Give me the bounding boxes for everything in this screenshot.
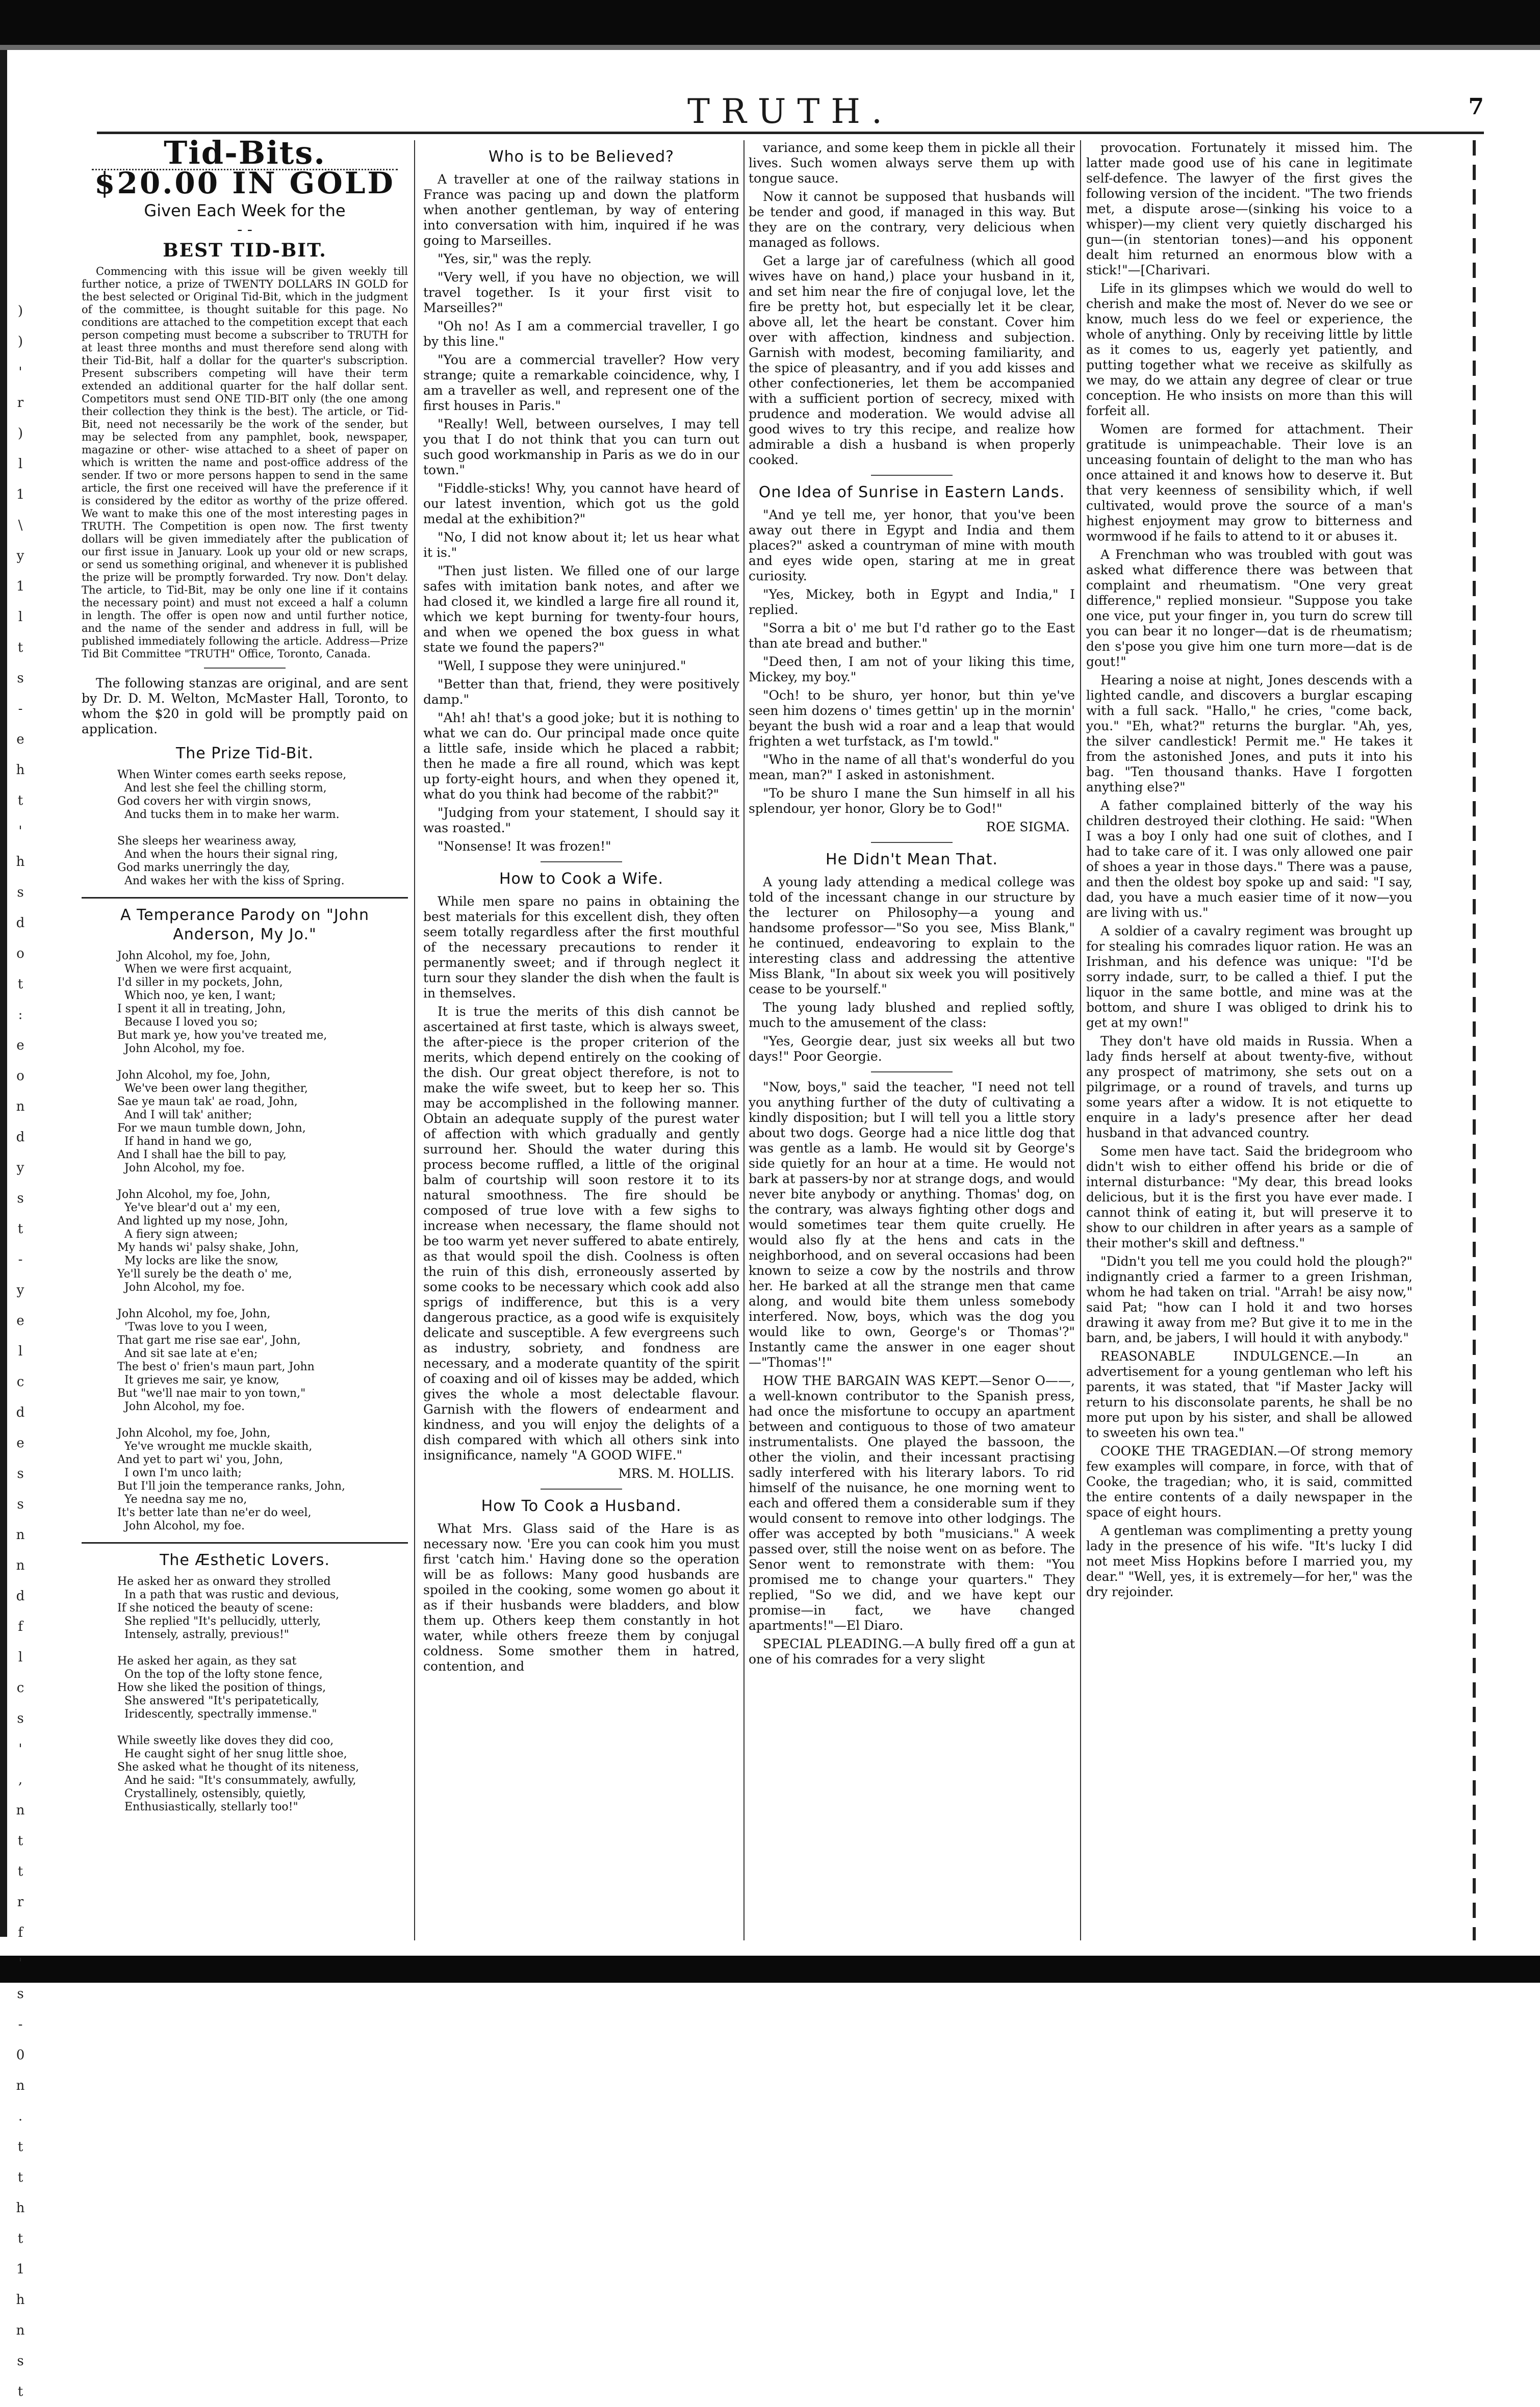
aesthetic-poem bbox=[117, 1575, 408, 1814]
poem-line: It's better late than ne'er do weel, bbox=[117, 1506, 312, 1519]
poem-line: In a path that was rustic and devious, bbox=[117, 1589, 340, 1601]
paragraph: Now it cannot be supposed that husbands will be tender and good, if managed in this way. But they are on the contrary, very delicious when managed as follows. bbox=[749, 189, 1075, 250]
poem-line bbox=[117, 1056, 408, 1069]
poem-line: John Alcohol, my foe, John, bbox=[117, 950, 271, 962]
paragraph: What Mrs. Glass said of the Hare is as necessary now. 'Ere you can cook him you must first 'catch him.' Having done so the operation will be as follows: Many good husbands are spoiled in the cooking, some women go about it as if their husbands were bladders, and blow them up. Others keep them constantly in hot water, while others freeze them by conjugal coldness. Some smother them in hatred, contention, and bbox=[423, 1521, 739, 1674]
poem-line: And he said: "It's consummately, awfully, bbox=[117, 1774, 356, 1787]
poem-line bbox=[117, 1175, 408, 1188]
paragraph: SPECIAL PLEADING.—A bully fired off a gun at one of his comrades for a very slight bbox=[749, 1636, 1075, 1667]
section-rule bbox=[82, 1542, 408, 1544]
given-line: Given Each Week for the bbox=[144, 201, 346, 220]
poem-line: Ye'll surely be the death o' me, bbox=[117, 1268, 292, 1281]
left-margin-fragments: ) ) ' r ) l 1 \ y 1 l t s - e h t ' h s d o t : e o n d y s t - y e l c d e s s n n d f l c s ' , n t t r f ' s - 0 n . t t h t 1 h n s t bbox=[16, 303, 25, 2399]
poem-line: She replied "It's pellucidly, utterly, bbox=[117, 1615, 321, 1628]
paragraph: It is true the merits of this dish cannot be ascertained at first taste, which is always sweet, the after-piece is the proper criterion of the merits, which depend entirely on the cooking of the dish. Our great object therefore, is not to make the wife sweet, but to keep her so. This may be accomplished in the following manner. Obtain an adequate supply of the purest water of affection with which gradually and gently surround her. Should the water during this process become ruffled, a little of the original balm of courtship will soon restore it to its natural smoothness. The fire should be composed of true love with a few sighs to increase when necessary, the flame should not be too warm yet never suffered to abate entirely, as that would spoil the dish. Coolness is often the ruin of this dish, erroneously asserted by some cooks to be necessary which cook add also sprigs of indifference, but this is a very dangerous practice, as a good wife is exquisitely delicate and susceptible. A few evergreens such as industry, sobriety, and fondness are necessary, and a moderate quantity of the spirit of coaxing and oil of kisses may be added, which gives the whole a most delectable flavour. Garnish with the flowers of endearment and kindness, and you will enjoy the delights of a dish compared with which all others sink into insignificance, namely "A GOOD WIFE." bbox=[423, 1004, 739, 1463]
poem-line: John Alcohol, my foe, John, bbox=[117, 1188, 271, 1201]
aesthetic-title: The Æsthetic Lovers. bbox=[160, 1551, 330, 1569]
poem-line: John Alcohol, my foe. bbox=[117, 1520, 245, 1532]
poem-line: We've been ower lang thegither, bbox=[117, 1082, 308, 1095]
paragraph: COOKE THE TRAGEDIAN.—Of strong memory few examples will compare, in force, with that of Cooke, the tragedian; who, it is said, committed the entire contents of a daily newspaper in the space of eight hours. bbox=[1086, 1444, 1413, 1520]
poem-line: She answered "It's peripatetically, bbox=[117, 1695, 319, 1707]
cook-wife-signature: MRS. M. HOLLIS. bbox=[618, 1466, 734, 1481]
column-rule bbox=[414, 140, 415, 1940]
paragraph: Get a large jar of carefulness (which all good wives have on hand,) place your husband in it, and set him near the fire of conjugal love, let the fire be pretty hot, but especially let it be clear, above all, let the heart be constant. Cover him over with affection, kindness and subjection. Garnish with modest, becoming familiarity, and the spice of pleasantry, and if you add kisses and other confectioneries, let them be accompanied with a sufficient portion of secrecy, mixed with prudence and moderation. We would advise all good wives to try this recipe, and realize how admirable a dish a husband is when properly cooked. bbox=[749, 253, 1075, 467]
bottom-border bbox=[0, 1956, 1540, 1983]
column-1 bbox=[82, 134, 408, 1945]
poem-line: John Alcohol, my foe. bbox=[117, 1400, 245, 1413]
paragraph: A young lady attending a medical college was told of the incessant change in our structure by the lecturer on Philosophy—a young and handsome professor—"So you see, Miss Blank," he continued, endeavoring to explain to the interesting class and addressing the attentive Miss Blank, "In about six week you will positively cease to be yourself." bbox=[749, 875, 1075, 996]
paragraph: provocation. Fortunately it missed him. The latter made good use of his cane in legitimate self-defence. The lawyer of the first gives the following version of the incident. "The two friends met, a dispute arose—(sinking his voice to a whisper)—my client very quietly discharged his gun—(in stentorian tones)—and his opponent dealt him returned an enormous blow with a stick!"—[Charivari. bbox=[1086, 140, 1413, 277]
poem-line: But "we'll nae mair to yon town," bbox=[117, 1387, 306, 1400]
divider bbox=[541, 861, 622, 862]
paragraph: "You are a commercial traveller? How very strange; quite a remarkable coincidence, why, I am a traveller as well, and represent one of the first houses in Paris." bbox=[423, 352, 739, 413]
poem-line: That gart me rise sae ear', John, bbox=[117, 1334, 301, 1347]
poem-line: And sit sae late at e'en; bbox=[117, 1347, 258, 1360]
top-border-shadow bbox=[0, 45, 1540, 50]
poem-line: But mark ye, how you've treated me, bbox=[117, 1029, 327, 1042]
poem-line: Iridescently, spectrally immense." bbox=[117, 1708, 317, 1721]
poem-line: She asked what he thought of its niteness, bbox=[117, 1761, 360, 1774]
page-header bbox=[97, 92, 1484, 131]
poem-line: John Alcohol, my foe, John, bbox=[117, 1427, 271, 1440]
section-rule bbox=[82, 897, 408, 899]
paragraph: "Nonsense! It was frozen!" bbox=[438, 839, 611, 854]
poem-line bbox=[117, 1294, 408, 1308]
page-number: 7 bbox=[1468, 94, 1484, 120]
poem-line: He caught sight of her snug little shoe, bbox=[117, 1748, 347, 1760]
paragraph: "Who in the name of all that's wonderful do you mean, man?" I asked in astonishment. bbox=[749, 752, 1075, 782]
paragraph: "Then just listen. We filled one of our large safes with imitation bank notes, and after we had closed it, we kindled a large fire all round it, which we kept burning for twenty-four hours, and when we opened the box guess in what state we found the papers?" bbox=[423, 564, 739, 655]
poem-line: Because I loved you so; bbox=[117, 1016, 258, 1029]
contest-rules: Commencing with this issue will be given weekly till further notice, a prize of TWENTY DOLLARS IN GOLD for the best selected or Original Tid-Bit, which in the judgment of the committee, is thought suitable for this page. No conditions are attached to the competition except that each person competing must become a subscriber to TRUTH for at least three months and must therefore send along with their Tid-Bit, half a dollar for the quarter's subscription. Present subscribers competing will have their term extended an additional quarter for the half dollar sent. Competitors must send ONE TID-BIT only (the one among their collection they think is the best). The article, or Tid-Bit, need not necessarily be the work of the sender, but may be selected from any pamphlet, book, newspaper, magazine or other- wise attached to a sheet of paper on which is written the name and post-office address of the sender. If two or more persons happen to send in the same article, the first one received will have the preference if it is considered by the editor as worthy of the prize offered. We want to make this one of the most interesting pages in TRUTH. The Competition is open now. The first twenty dollars will be given immediately after the publication of our first issue in January. Look up your old or new scraps, or send us something original, and whenever it is published the prize will be promptly forwarded. Try now. Don't delay. The article, to Tid-Bit, may be only one line if it contains the necessary point) and must not exceed a half a column in length. The offer is open now and until further notice, and the name of the sender and address in full, will be published immediately following the article. Address—Prize Tid Bit Committee "TRUTH" Office, Toronto, Canada. bbox=[82, 265, 408, 660]
poem-line bbox=[117, 1721, 408, 1734]
paragraph: A soldier of a cavalry regiment was brought up for stealing his comrades liquor ration. He was an Irishman, and his defence was unique: "I'd be sorry indade, surr, to be called a thief. I put the liquor in the same bottle, and mine was at the bottom, and shure I was obliged to drink his to get at my own!" bbox=[1086, 924, 1413, 1030]
poem-line: I'd siller in my pockets, John, bbox=[117, 976, 283, 989]
column-3 bbox=[749, 140, 1075, 1945]
paragraph: variance, and some keep them in pickle all their lives. Such women always serve them up with tongue sauce. bbox=[749, 140, 1075, 186]
cook-husband-continued bbox=[749, 140, 1075, 468]
parody-title: A Temperance Parody on "John Anderson, My Jo." bbox=[120, 906, 370, 943]
paragraph: Some men have tact. Said the bridegroom who didn't wish to either offend his bride or die of internal disturbance: "My dear, this bread looks delicious, but it is the first you have ever made. I cannot think of eating it, but will preserve it to show to our children in after years as a sample of their mother's skill and deftness." bbox=[1086, 1144, 1413, 1250]
poem-line: Ye needna say me no, bbox=[117, 1493, 247, 1506]
poem-line: Crystallinely, ostensibly, quietly, bbox=[117, 1787, 306, 1800]
poem-line: How she liked the position of things, bbox=[117, 1681, 326, 1694]
paragraph: "Didn't you tell me you could hold the plough?" indignantly cried a farmer to a green Irishman, whom he had taken on trial. "Arrah! be aisy now," said Pat; "how can I hold it and two horses drawing it away from me? But give it to me in the barn, and, be jabers, I will hould it with anybody." bbox=[1086, 1254, 1413, 1345]
poem-line: If she noticed the beauty of scene: bbox=[117, 1602, 314, 1615]
poem-line: John Alcohol, my foe. bbox=[117, 1281, 245, 1294]
paragraph: They don't have old maids in Russia. When a lady finds herself at about twenty-five, without any prospect of matrimony, she sets out on a pilgrimage, or a round of travels, and turns up some years after a widow. It is not etiquette to enquire in a lady's presence after her dead husband in that advanced country. bbox=[1086, 1034, 1413, 1140]
poem-line: John Alcohol, my foe. bbox=[117, 1162, 245, 1174]
paragraph: "Yes, Mickey, both in Egypt and India," I replied. bbox=[749, 587, 1075, 617]
paragraph: A father complained bitterly of the way his children destroyed their clothing. He said: "When I was a boy I only had one suit of clothes, and I had to take care of it. I was only allowed one pair of shoes a year in those days." There was a pause, and then the oldest boy spoke up and said: "I say, dad, you have a much easier time of it now—you are living with us." bbox=[1086, 798, 1413, 920]
paragraph: "Deed then, I am not of your liking this time, Mickey, my boy." bbox=[749, 654, 1075, 684]
prize-tidbit-title: The Prize Tid-Bit. bbox=[175, 745, 314, 762]
who-title: Who is to be Believed? bbox=[488, 148, 675, 166]
top-border bbox=[0, 0, 1540, 45]
cook-husband-article bbox=[423, 1521, 739, 1674]
poem-line: Enthusiastically, stellarly too!" bbox=[117, 1801, 298, 1813]
cook-husband-title: How To Cook a Husband. bbox=[481, 1497, 682, 1515]
paragraph: "Yes, sir," was the reply. bbox=[438, 251, 592, 266]
poem-line: Ye've wrought me muckle skaith, bbox=[117, 1440, 313, 1453]
didnt-mean-story bbox=[749, 875, 1075, 1064]
left-scan-edge bbox=[0, 50, 7, 1937]
divider bbox=[871, 475, 953, 476]
paragraph: "Och! to be shuro, yer honor, but thin ye've seen him dozens o' times gettin' up in the mornin' beyant the bush wid a roar and a leap that would frighten a wet turfstack, as I'm towld." bbox=[749, 688, 1075, 749]
paragraph: "Fiddle-sticks! Why, you cannot have heard of our latest invention, which got us the gold medal at the exhibition?" bbox=[423, 481, 739, 526]
paragraph: "Better than that, friend, they were positively damp." bbox=[423, 677, 739, 707]
paragraph: A gentleman was complimenting a pretty young lady in the presence of his wife. "It's lucky I did not meet Miss Hopkins before I married you, my dear." "Well, yes, it is extremely—for her," was the dry rejoinder. bbox=[1086, 1523, 1413, 1599]
paragraph: "Very well, if you have no objection, we will travel together. Is it your first visit to Marseilles?" bbox=[423, 270, 739, 315]
poem-line: John Alcohol, my foe, John, bbox=[117, 1069, 271, 1082]
paragraph: HOW THE BARGAIN WAS KEPT.—Senor O——, a well-known contributor to the Spanish press, had once the misfortune to occupy an apartment between and contiguous to those of two amateur instrumentalists. One played the bassoon, the other the violin, and their incessant practising sadly interfered with his literary labors. To rid himself of the nuisance, he one morning went to each and offered them a considerable sum if they would consent to remove into other lodgings. The offer was accepted by both "musicians." A week passed over, still the noise went on as before. The Senor went to remonstrate with them: "You promised me to change your quarters." They replied, "So we did, and we have kept our promise—in fact, we have changed apartments!"—El Diaro. bbox=[749, 1373, 1075, 1633]
paragraph: Hearing a noise at night, Jones descends with a lighted candle, and discovers a burglar escaping with a full sack. "Hallo," he cries, "come back, you." "Eh, what?" returns the burglar. "Ah, yes, the silver candlestick! Permit me." He takes it from the astonished Jones, and puts it into his bag. "Ten thousand thanks. Have I forgotten anything else?" bbox=[1086, 673, 1413, 795]
divider bbox=[871, 1071, 953, 1072]
who-story bbox=[423, 172, 739, 854]
section-title: Tid-Bits. bbox=[164, 134, 326, 171]
paragraph: "And ye tell me, yer honor, that you've been away out there in Egypt and India and them places?" asked a countryman of mine with mouth and eyes wide open, staring at me in great curiosity. bbox=[749, 507, 1075, 583]
tidbit-items bbox=[1086, 140, 1413, 1600]
masthead: TRUTH. bbox=[687, 92, 893, 131]
paragraph: "No, I did not know about it; let us hear what it is." bbox=[423, 530, 739, 560]
following-intro: The following stanzas are original, and are sent by Dr. D. M. Welton, McMaster Hall, Toronto, to whom the $20 in gold will be promptly paid on application. bbox=[82, 676, 408, 736]
poem-line: John Alcohol, my foe, John, bbox=[117, 1308, 271, 1320]
parody-poem bbox=[117, 950, 408, 1533]
paragraph: Women are formed for attachment. Their gratitude is unimpeachable. Their love is an unceasing fountain of delight to the man who has once attained it and knows how to deserve it. But that very keenness of sensibility which, if well cultivated, would prove the source of a man's highest enjoyment may grow to bitterness and wormwood if he fails to attend to it or abuses it. bbox=[1086, 422, 1413, 544]
paragraph: "Oh no! As I am a commercial traveller, I go by this line." bbox=[423, 319, 739, 349]
paragraph: A traveller at one of the railway stations in France was pacing up and down the platform when another gentleman, by way of entering into conversation with him, inquired if he was going to Marseilles. bbox=[423, 172, 739, 248]
poem-line: But I'll join the temperance ranks, John, bbox=[117, 1480, 346, 1493]
column-rule bbox=[1080, 140, 1081, 1940]
poem-line: On the top of the lofty stone fence, bbox=[117, 1668, 323, 1681]
divider bbox=[871, 842, 953, 843]
paragraph: "To be shuro I mane the Sun himself in all his splendour, yer honor, Glory be to God!" bbox=[749, 786, 1075, 816]
column-rule bbox=[743, 140, 745, 1940]
paragraph: "Really! Well, between ourselves, I may tell you that I do not think that you can turn out such good workmanship in Paris as we do in our town." bbox=[423, 417, 739, 477]
poem-line: A fiery sign atween; bbox=[117, 1228, 238, 1241]
paragraph: "Well, I suppose they were uninjured." bbox=[438, 658, 686, 673]
poem-line: When we were first acquaint, bbox=[117, 963, 292, 976]
sunrise-story bbox=[749, 507, 1075, 816]
divider bbox=[541, 1489, 622, 1490]
poem-line: I spent it all in treating, John, bbox=[117, 1003, 286, 1015]
poem-line: Ye've blear'd out a' my een, bbox=[117, 1201, 280, 1214]
cook-wife-title: How to Cook a Wife. bbox=[499, 870, 664, 888]
poem-line: 'Twas love to you I ween, bbox=[117, 1321, 268, 1334]
poem-line: It grieves me sair, ye know, bbox=[117, 1374, 279, 1387]
poem-line: Intensely, astrally, previous!" bbox=[117, 1628, 289, 1641]
poem-line: He asked her again, as they sat bbox=[117, 1655, 297, 1668]
poem-line: And I will tak' anither; bbox=[117, 1109, 252, 1121]
best-tidbit-title: BEST TID-BIT. bbox=[163, 240, 327, 261]
poem-line: My locks are like the snow, bbox=[117, 1254, 279, 1267]
paragraph: A Frenchman who was troubled with gout was asked what difference there was between that complaint and rheumatism. "One very great difference," replied monsieur. "Suppose you take one vice, put your finger in, you turn do screw till you can bear it no longer—dat is de rheumatism; den s'pose you give him one turn more—dat is de gout!" bbox=[1086, 547, 1413, 669]
poem-line: Which noo, ye ken, I want; bbox=[117, 989, 276, 1002]
given-dash: - - bbox=[237, 221, 252, 239]
paragraph: "Yes, Georgie dear, just six weeks all but two days!" Poor Georgie. bbox=[749, 1034, 1075, 1064]
poem-line: The best o' frien's maun part, John bbox=[117, 1361, 315, 1373]
poem-line: And I shall hae the bill to pay, bbox=[117, 1148, 287, 1161]
paragraph: The young lady blushed and replied softly, much to the amusement of the class: bbox=[749, 1000, 1075, 1030]
poem-line bbox=[117, 1414, 408, 1427]
column-2 bbox=[423, 140, 739, 1945]
prize-poem: When Winter comes earth seeks repose, And lest she feel the chilling storm, God covers her with virgin snows, And tucks them in to make her warm. She sleeps her weariness away, And when the hours their signal ring, God marks unerringly the day, And wakes her with the kiss of Spring. bbox=[117, 769, 347, 887]
poem-line: Sae ye maun tak' ae road, John, bbox=[117, 1095, 298, 1108]
paragraph: Life in its glimpses which we would do well to cherish and make the most of. Never do we see or know, much less do we feel or experience, the whole of anything. Only by receiving little by little as it comes to us, eagerly yet patiently, and putting together what we receive as skilfully as we may, do we attain any degree of clear or true conception. He who insists on more than this will forfeit all. bbox=[1086, 281, 1413, 418]
paragraph: REASONABLE INDULGENCE.—In an advertisement for a young gentleman who left his parents, it was stated, that "if Master Jacky will return to his disconsolate parents, he shall be no more put upon by his sister, and shall be allowed to sweeten his own tea." bbox=[1086, 1349, 1413, 1440]
poem-line: For we maun tumble down, John, bbox=[117, 1122, 306, 1135]
paragraph: "Sorra a bit o' me but I'd rather go to the East than ate bread and buther." bbox=[749, 621, 1075, 651]
paragraph: "Judging from your statement, I should say it was roasted." bbox=[423, 805, 739, 835]
divider bbox=[204, 668, 286, 669]
paragraph: While men spare no pains in obtaining the best materials for this excellent dish, they often seem totally regardless after the first mouthful of the necessary precautions to render it permanently sweet; and if through neglect it turn sour they slander the dish when the fault is in themselves. bbox=[423, 894, 739, 1001]
right-edge-dashes bbox=[1473, 140, 1476, 1940]
prize-headline: $20.00 IN GOLD bbox=[94, 166, 395, 200]
sunrise-signature: ROE SIGMA. bbox=[986, 820, 1070, 834]
misc-items bbox=[749, 1080, 1075, 1667]
paragraph: "Ah! ah! that's a good joke; but it is nothing to what we can do. Our principal made once quite a little safe, inside which he placed a rabbit; then he made a fire all round, which was kept up forty-eight hours, and when they opened it, what do you think had become of the rabbit?" bbox=[423, 710, 739, 802]
column-4 bbox=[1086, 140, 1413, 1945]
poem-line: John Alcohol, my foe. bbox=[117, 1042, 245, 1055]
paragraph: "Now, boys," said the teacher, "I need not tell you anything further of the duty of cultivating a kindly disposition; but I will tell you a little story about two dogs. George had a nice little dog that was gentle as a lamb. He would sit by George's side quietly for an hour at a time. He would not bark at passers-by nor at strange dogs, and would never bite anybody or anything. Thomas' dog, on the contrary, was always fighting other dogs and would sometimes tear them quite cruelly. He would also fly at the hens and cats in the neighborhood, and on several occasions had been known to seize a cow by the nostrils and throw her. He barked at all the strange men that came along, and would bite them unless somebody interfered. Now, boys, which was the dog you would like to own, George's or Thomas'?" Instantly came the answer in one eager shout—"Thomas'!" bbox=[749, 1080, 1075, 1370]
poem-line: I own I'm unco laith; bbox=[117, 1467, 242, 1479]
poem-line: If hand in hand we go, bbox=[117, 1135, 252, 1148]
poem-line: While sweetly like doves they did coo, bbox=[117, 1734, 334, 1747]
poem-line: He asked her as onward they strolled bbox=[117, 1575, 331, 1588]
didnt-mean-title: He Didn't Mean That. bbox=[826, 851, 998, 868]
sunrise-title: One Idea of Sunrise in Eastern Lands. bbox=[758, 483, 1065, 501]
cook-wife-article bbox=[423, 894, 739, 1463]
poem-line: And lighted up my nose, John, bbox=[117, 1215, 289, 1227]
poem-line bbox=[117, 1642, 408, 1655]
poem-line: And yet to part wi' you, John, bbox=[117, 1453, 284, 1466]
poem-line: My hands wi' palsy shake, John, bbox=[117, 1241, 299, 1254]
